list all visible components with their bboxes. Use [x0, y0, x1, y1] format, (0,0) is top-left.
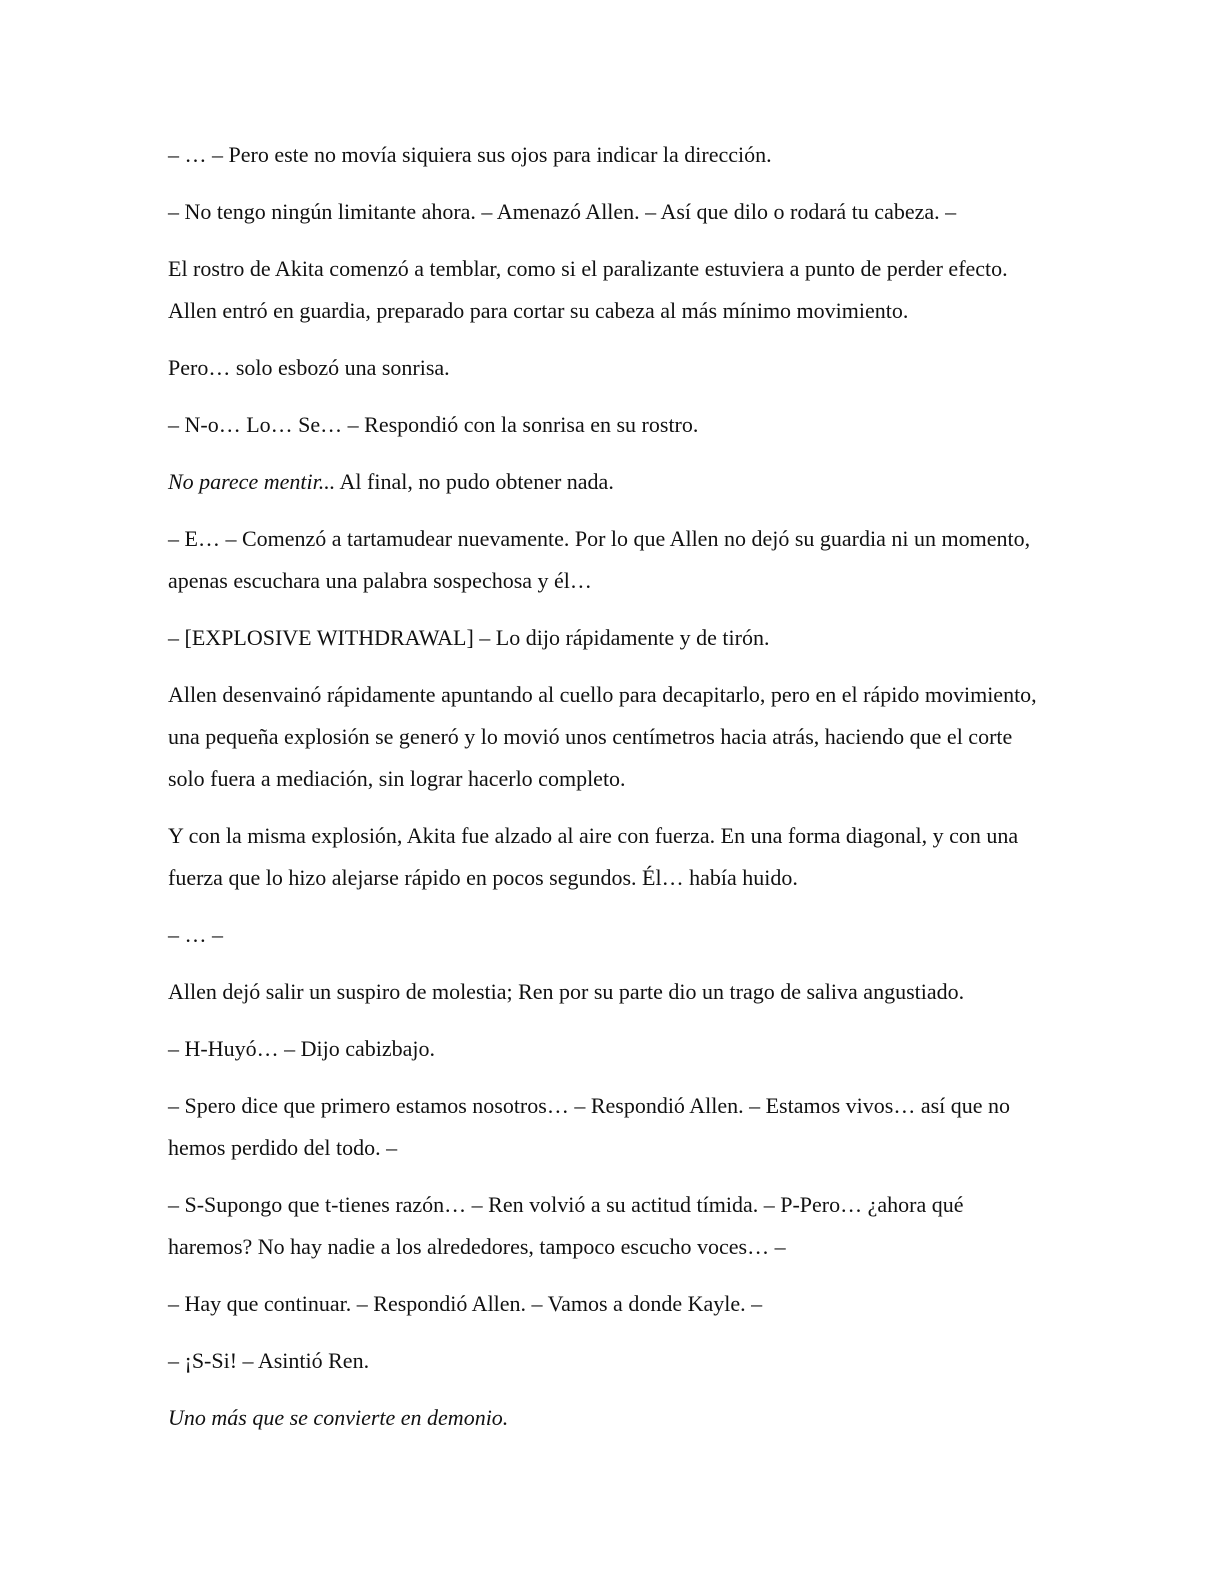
- paragraph-with-italic: [168, 461, 1048, 503]
- paragraph: – H-Huyó… – Dijo cabizbajo.: [168, 1036, 435, 1061]
- paragraph: El rostro de Akita comenzó a temblar, como si el paralizante estuviera a punto de perder efecto. Allen entró en guardia, preparado para cortar su cabeza al más mínimo movimiento.: [168, 256, 1008, 323]
- document-page: [168, 134, 1048, 1454]
- paragraph: Allen dejó salir un suspiro de molestia; Ren por su parte dio un trago de saliva angustiado.: [168, 979, 965, 1004]
- paragraph-text: Al final, no pudo obtener nada.: [335, 469, 614, 494]
- paragraph: – [EXPLOSIVE WITHDRAWAL] – Lo dijo rápidamente y de tirón.: [168, 625, 770, 650]
- paragraph: – … –: [168, 922, 223, 947]
- paragraph: Allen desenvainó rápidamente apuntando al cuello para decapitarlo, pero en el rápido movimiento, una pequeña explosión se generó y lo movió unos centímetros hacia atrás, haciendo que el corte solo fuera a mediación, sin lograr hacerlo completo.: [168, 682, 1037, 791]
- paragraph: – N-o… Lo… Se… – Respondió con la sonrisa en su rostro.: [168, 412, 699, 437]
- paragraph: – S-Supongo que t-tienes razón… – Ren volvió a su actitud tímida. – P-Pero… ¿ahora qué haremos? No hay nadie a los alrededores, tampoco escucho voces… –: [168, 1192, 964, 1259]
- paragraph: – Hay que continuar. – Respondió Allen. – Vamos a donde Kayle. –: [168, 1291, 763, 1316]
- paragraph: – No tengo ningún limitante ahora. – Amenazó Allen. – Así que dilo o rodará tu cabeza. –: [168, 199, 957, 224]
- paragraph: – E… – Comenzó a tartamudear nuevamente. Por lo que Allen no dejó su guardia ni un momento, apenas escuchara una palabra sospechosa y él…: [168, 526, 1031, 593]
- closing-italic-line: Uno más que se convierte en demonio.: [168, 1405, 509, 1430]
- paragraph: – ¡S-Si! – Asintió Ren.: [168, 1348, 370, 1373]
- paragraph: – Spero dice que primero estamos nosotros… – Respondió Allen. – Estamos vivos… así que no hemos perdido del todo. –: [168, 1093, 1011, 1160]
- italic-thought: No parece mentir...: [168, 469, 336, 494]
- paragraph: – … – Pero este no movía siquiera sus ojos para indicar la dirección.: [168, 142, 772, 167]
- paragraph: Y con la misma explosión, Akita fue alzado al aire con fuerza. En una forma diagonal, y con una fuerza que lo hizo alejarse rápido en pocos segundos. Él… había huido.: [168, 823, 1019, 890]
- paragraph: Pero… solo esbozó una sonrisa.: [168, 355, 450, 380]
